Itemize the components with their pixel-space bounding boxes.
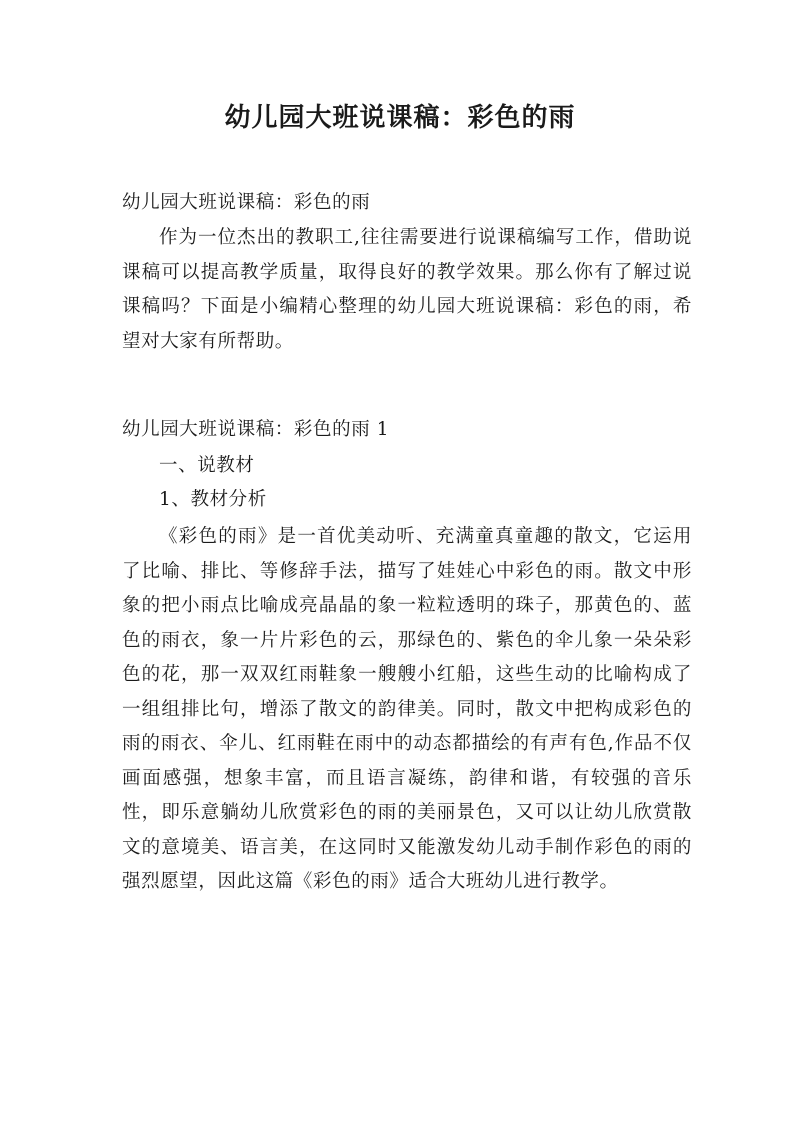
section-title: 幼儿园大班说课稿：彩色的雨 1 [122, 419, 390, 440]
document-title: 幼儿园大班说课稿：彩色的雨 [224, 103, 576, 133]
heading-teaching-material: 一、说教材 [159, 455, 255, 476]
analysis-paragraph: 《彩色的雨》是一首优美动听、充满童真童趣的散文，它运用了比喻、排比、等修辞手法，描写了娃娃心中彩色的雨。散文中形象的把小雨点比喻成亮晶晶的象一粒粒透明的珠子，那黄色的、蓝色的雨衣，象一片片彩色的云，那绿色的、紫色的伞儿象一朵朵彩色的花，那一双双红雨鞋象一艘艘小红船，这些生动的比喻构成了一组组排比句，增添了散文的韵律美。同时，散文中把构成彩色的雨的雨衣、伞儿、红雨鞋在雨中的动态都描绘的有声有色,作品不仅画面感强，想象丰富，而且语言凝练，韵律和谐，有较强的音乐性，即乐意躺幼儿欣赏彩色的雨的美丽景色，又可以让幼儿欣赏散文的意境美、语言美，在这同时又能激发幼儿动手制作彩色的雨的强烈愿望，因此这篇《彩色的雨》适合大班幼儿进行教学。 [122, 526, 692, 892]
intro-paragraph: 作为一位杰出的教职工,往往需要进行说课稿编写工作，借助说课稿可以提高教学质量，取得良好的教学效果。那么你有了解过说课稿吗？下面是小编精心整理的幼儿园大班说课稿：彩色的雨，希望对大家有所帮助。 [122, 227, 692, 352]
document-subtitle: 幼儿园大班说课稿：彩色的雨 [122, 192, 371, 213]
heading-material-analysis: 1、教材分析 [159, 489, 267, 510]
